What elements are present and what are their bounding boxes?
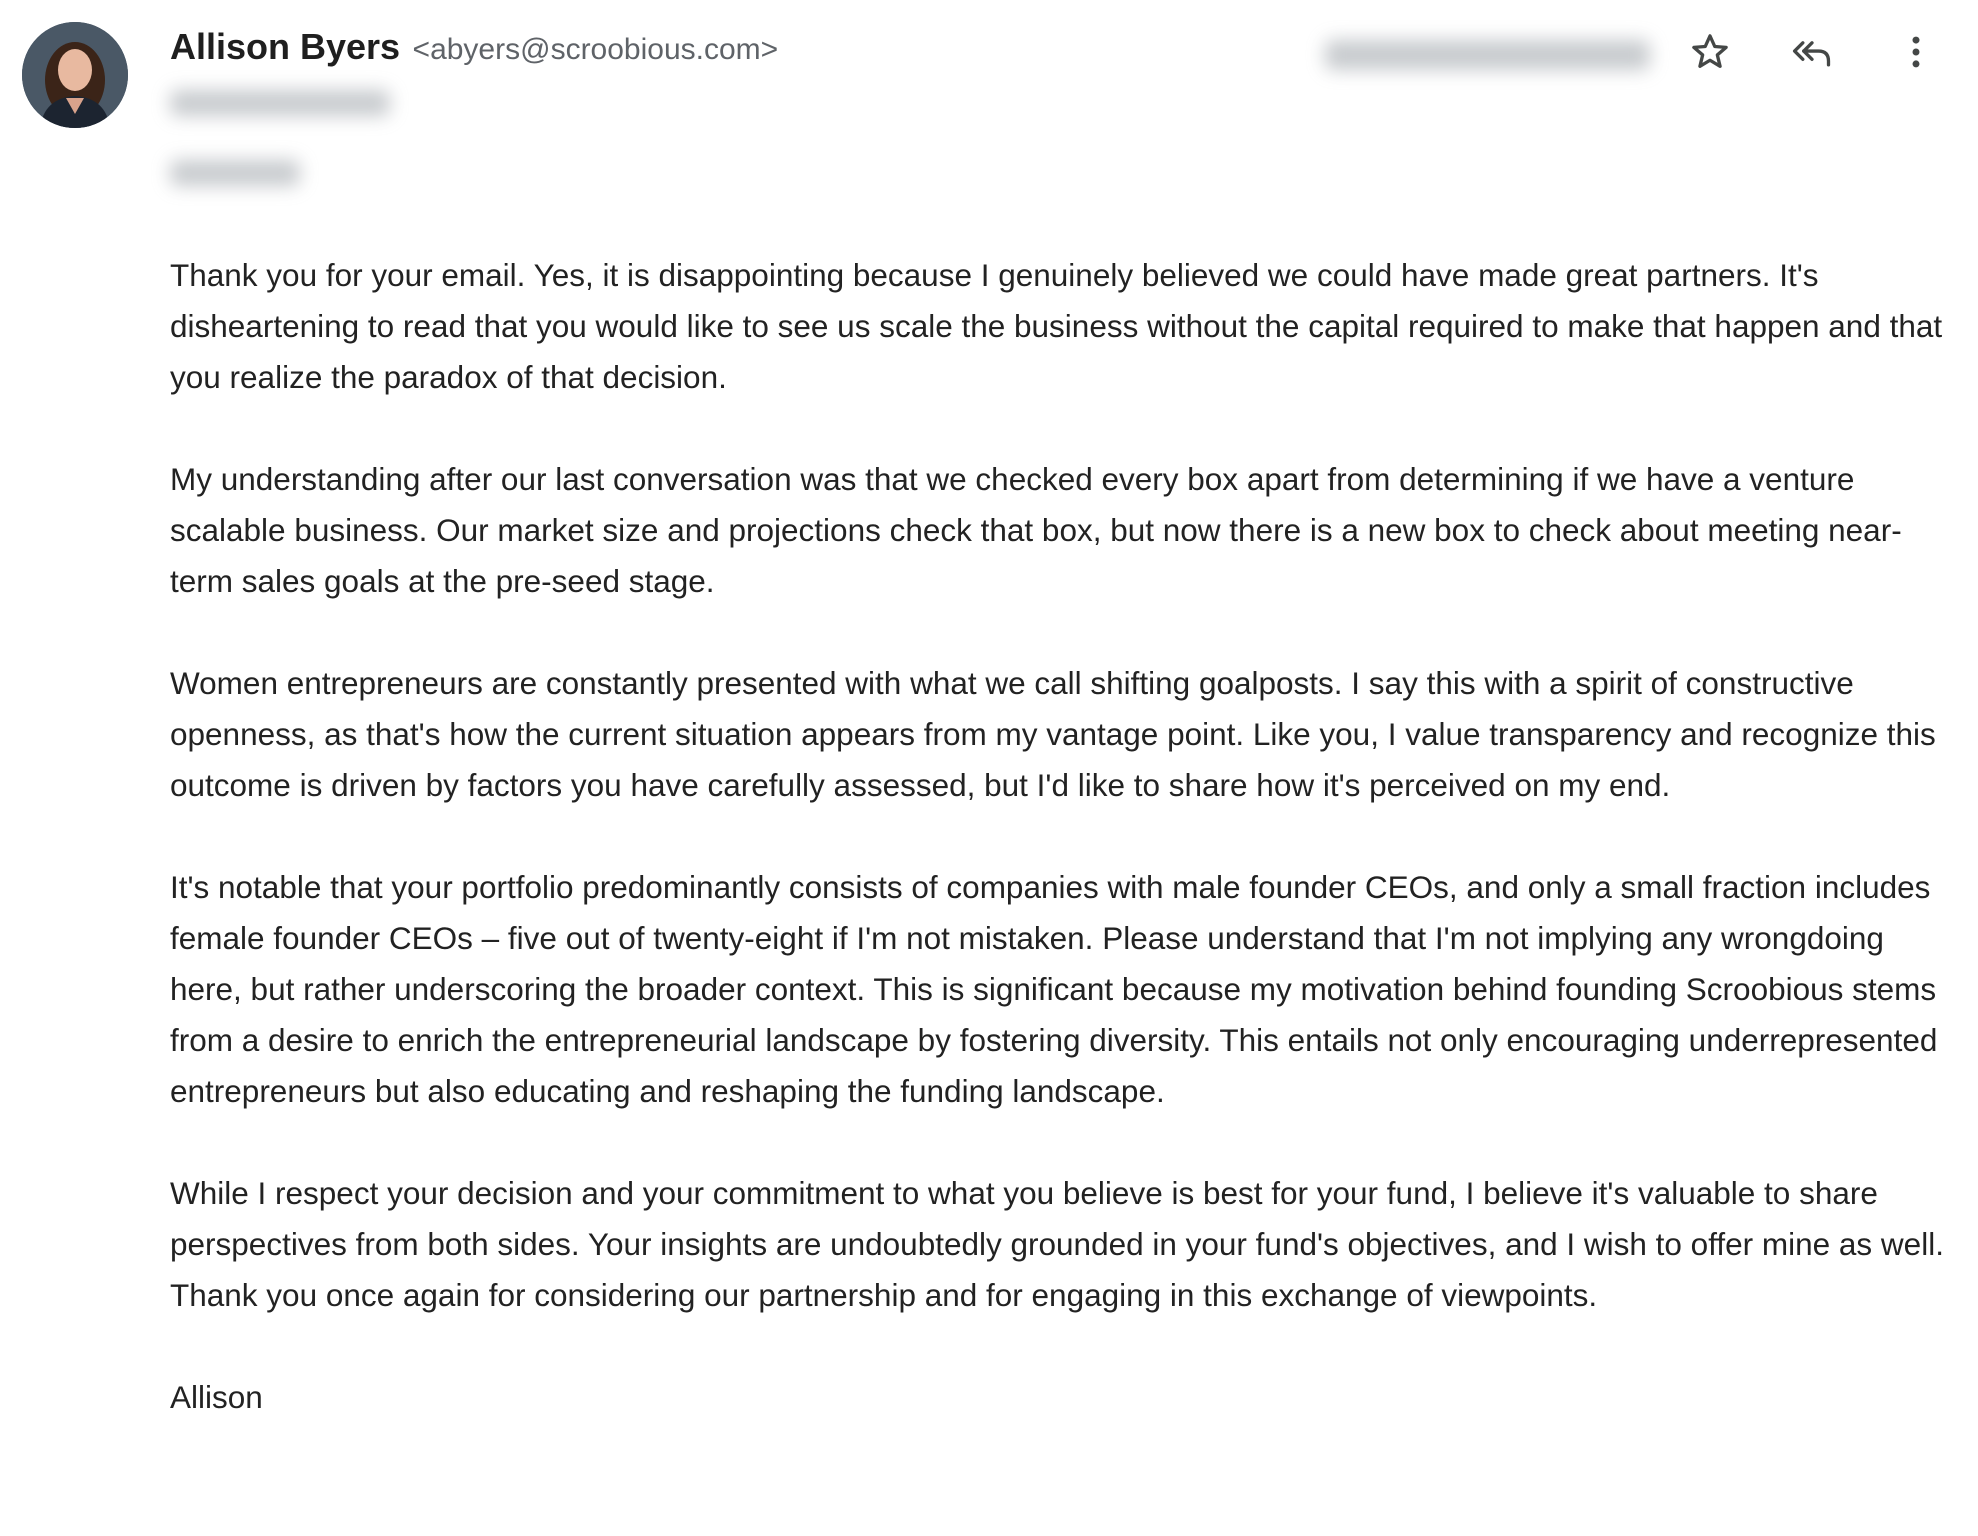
reply-all-button[interactable] [1784, 24, 1840, 80]
body-paragraph: Women entrepreneurs are constantly presented with what we call shifting goalposts. I say this with a spirit of constructive openness, as that's how the current situation appears from my vantage point. Like you, I value transparency and recognize this outcome is driven by factors you have carefully assessed, but I'd like to share how it's perceived on my end. [170, 665, 1936, 803]
body-paragraph: Thank you for your email. Yes, it is disappointing because I genuinely believed we could have made great partners. It's disheartening to read that you would like to see us scale the business without the capital required to make that happen and that you realize the paradox of that decision. [170, 257, 1943, 395]
more-vert-icon [1894, 30, 1938, 74]
sender-email: <abyers@scroobious.com> [412, 33, 779, 66]
message-body [170, 250, 1960, 1423]
reply-all-icon [1790, 30, 1834, 74]
body-paragraph: It's notable that your portfolio predominantly consists of companies with male founder CEOs, and only a small fraction includes female founder CEOs – five out of twenty-eight if I'm not mistaken. Please understand that I'm not implying any wrongdoing here, but rather underscoring the broader context. This is significant because my motivation behind founding Scroobious stems from a desire to enrich the entrepreneurial landscape by fostering diversity. This entails not only encouraging underrepresented entrepreneurs but also educating and reshaping the funding landscape. [170, 869, 1938, 1109]
sender-line [170, 26, 778, 68]
body-paragraph: While I respect your decision and your commitment to what you believe is best for your fund, I believe it's valuable to share perspectives from both sides. Your insights are undoubtedly grounded in your fund's objectives, and I wish to offer mine as well. Thank you once again for considering our partnership and for engaging in this exchange of viewpoints. [170, 1175, 1944, 1313]
sender-avatar[interactable] [22, 22, 128, 128]
star-icon [1688, 30, 1732, 74]
star-button[interactable] [1682, 24, 1738, 80]
signature: Allison [170, 1379, 263, 1415]
sender-name[interactable]: Allison Byers [170, 26, 401, 67]
timestamp-redacted [1325, 40, 1650, 70]
recipient-detail-redacted [170, 160, 300, 186]
avatar-photo [22, 22, 128, 128]
body-paragraph: My understanding after our last conversation was that we checked every box apart from determining if we have a venture scalable business. Our market size and projections check that box, but now there is a new box to check about meeting near-term sales goals at the pre-seed stage. [170, 461, 1902, 599]
recipient-line-redacted [170, 90, 390, 116]
more-options-button[interactable] [1888, 24, 1944, 80]
